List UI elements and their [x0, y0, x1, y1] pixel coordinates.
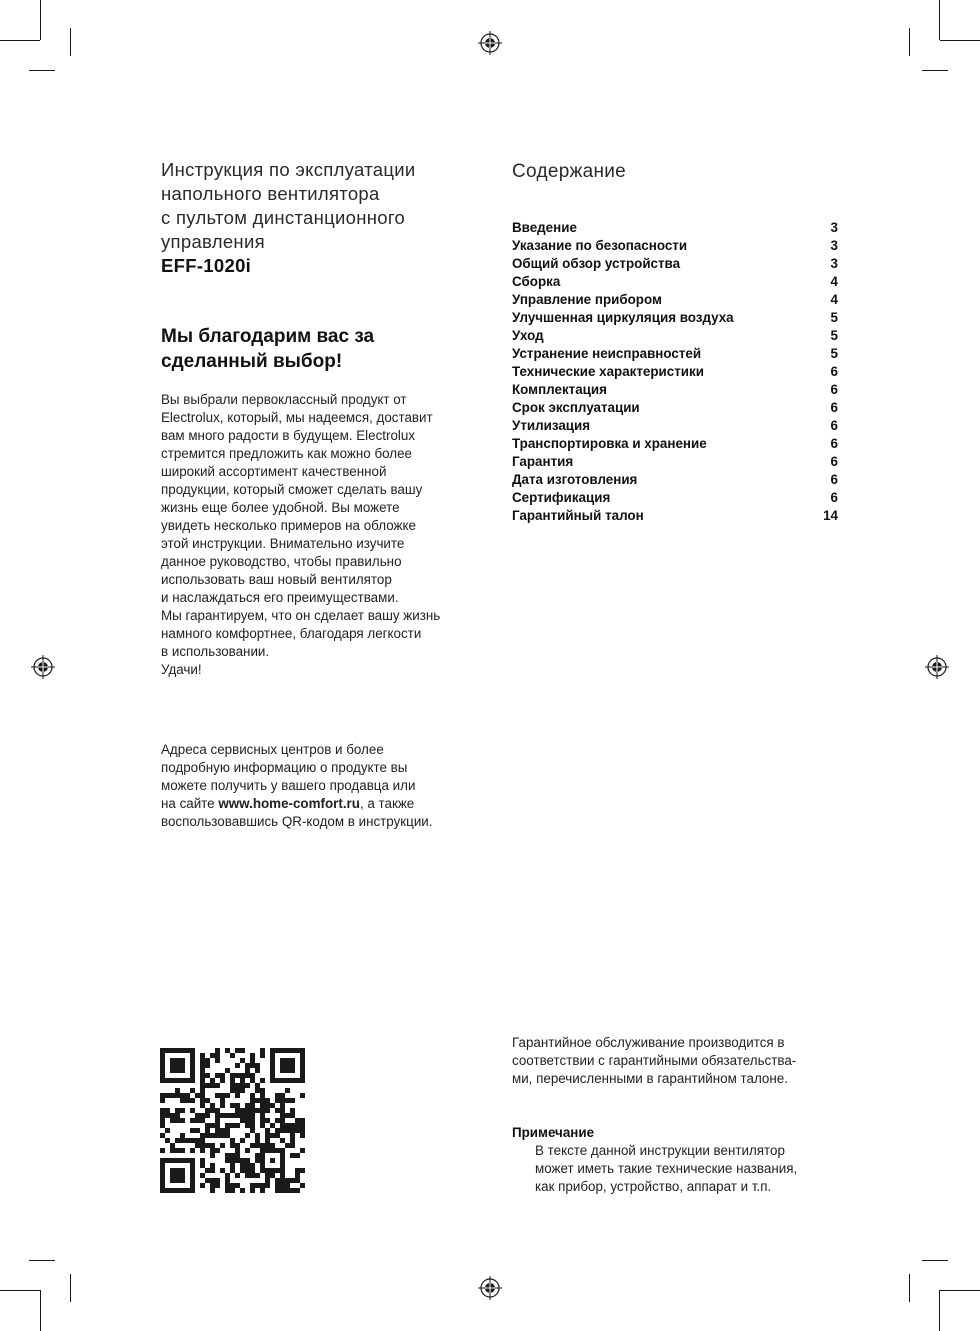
- note-heading: Примечание: [512, 1125, 595, 1140]
- warranty-line: ми, перечисленными в гарантийном талоне.: [512, 1071, 788, 1086]
- service-paragraph: [161, 741, 491, 831]
- toc-entry[interactable]: [512, 327, 838, 345]
- toc-entry[interactable]: [512, 381, 838, 399]
- title-line: управления: [161, 231, 265, 252]
- intro-line: широкий ассортимент качественной: [161, 464, 387, 479]
- warranty-line: соответствии с гарантийными обязательства-: [512, 1053, 797, 1068]
- toc-entry-page: 6: [830, 400, 838, 415]
- toc-entry-page: 6: [830, 382, 838, 397]
- warranty-line: Гарантийное обслуживание производится в: [512, 1035, 785, 1050]
- model-number: EFF-1020i: [161, 255, 252, 276]
- website-link[interactable]: www.home-comfort.ru: [218, 796, 360, 811]
- warranty-paragraph: [512, 1034, 842, 1088]
- toc-entry[interactable]: [512, 363, 838, 381]
- toc-entry-label: Устранение неисправностей: [512, 346, 702, 361]
- title-line: напольного вентилятора: [161, 183, 380, 204]
- service-line: воспользовавшись QR-кодом в инструкции.: [161, 814, 433, 829]
- title-line: с пультом динстанционного: [161, 207, 406, 228]
- toc-entry-page: 4: [830, 292, 838, 307]
- intro-line: стремится предложить как можно более: [161, 446, 412, 461]
- thanks-line: сделанный выбор!: [161, 351, 343, 372]
- intro-line: намного комфортнее, благодаря легкости: [161, 626, 422, 641]
- registration-mark-icon: [478, 1276, 502, 1300]
- service-line: [161, 795, 491, 813]
- toc-entry-label: Уход: [512, 328, 544, 343]
- toc-entry-page: 14: [823, 508, 838, 523]
- note-line: как прибор, устройство, аппарат и т.п.: [535, 1179, 772, 1194]
- crop-mark-edge-tl: [0, 40, 40, 41]
- toc-entry-page: 5: [830, 310, 838, 325]
- crop-mark-edge-br: [940, 1290, 980, 1291]
- crop-mark-edge-bl: [0, 1290, 40, 1291]
- crop-mark-bl-v: [70, 1274, 71, 1302]
- crop-mark-tl-h: [29, 70, 55, 71]
- crop-mark-tr-h: [922, 70, 948, 71]
- toc-entry-label: Дата изготовления: [512, 472, 638, 487]
- crop-mark-edge-bl-v: [40, 1290, 41, 1331]
- toc-entry-page: 5: [830, 328, 838, 343]
- toc-entry-label: Общий обзор устройства: [512, 256, 681, 271]
- toc-entry[interactable]: [512, 435, 838, 453]
- toc-entry-label: Технические характеристики: [512, 364, 704, 379]
- toc-entry[interactable]: [512, 417, 838, 435]
- intro-line: увидеть несколько примеров на обложке: [161, 518, 416, 533]
- crop-mark-edge-tr-v: [939, 0, 940, 40]
- intro-line: жизнь еще более удобной. Вы можете: [161, 500, 400, 515]
- service-prefix: на сайте: [161, 796, 219, 811]
- intro-line: Electrolux, который, мы надеемся, доставит: [161, 410, 433, 425]
- registration-mark-icon: [478, 31, 502, 55]
- document-title: [161, 158, 491, 278]
- toc-entry[interactable]: [512, 219, 838, 237]
- intro-line: Вы выбрали первоклассный продукт от: [161, 392, 407, 407]
- toc-entry-page: 4: [830, 274, 838, 289]
- crop-mark-br-h: [922, 1260, 948, 1261]
- toc-title: Содержание: [512, 161, 627, 182]
- service-suffix: , а также: [359, 796, 415, 811]
- crop-mark-tr-v: [909, 28, 910, 56]
- service-line: можете получить у вашего продавца или: [161, 778, 416, 793]
- thanks-line: Мы благодарим вас за: [161, 326, 375, 347]
- toc-entry-page: 6: [830, 436, 838, 451]
- intro-line: продукции, который сможет сделать вашу: [161, 482, 423, 497]
- registration-mark-icon: [31, 655, 55, 679]
- toc-entry-page: 6: [830, 454, 838, 469]
- toc-entry-label: Комплектация: [512, 382, 607, 397]
- toc-entry-page: 3: [830, 220, 838, 235]
- toc-entry-page: 6: [830, 418, 838, 433]
- toc-entry-page: 3: [830, 256, 838, 271]
- toc-entry-label: Введение: [512, 220, 577, 235]
- toc-entry[interactable]: [512, 345, 838, 363]
- toc-entry-label: Гарантия: [512, 454, 574, 469]
- toc-entry-label: Гарантийный талон: [512, 508, 644, 523]
- note-line: В тексте данной инструкции вентилятор: [535, 1143, 785, 1158]
- toc-entry-label: Транспортировка и хранение: [512, 436, 707, 451]
- service-line: Адреса сервисных центров и более: [161, 742, 384, 757]
- toc-entry-page: 6: [830, 490, 838, 505]
- toc-entry-page: 6: [830, 472, 838, 487]
- intro-paragraph: [161, 391, 491, 679]
- service-line: подробную информацию о продукте вы: [161, 760, 408, 775]
- intro-line: Удачи!: [161, 662, 202, 677]
- toc-entry[interactable]: [512, 273, 838, 291]
- toc-entry-label: Сборка: [512, 274, 561, 289]
- table-of-contents: [512, 219, 838, 525]
- toc-entry-label: Управление прибором: [512, 292, 662, 307]
- toc-entry[interactable]: [512, 489, 838, 507]
- qr-code-icon: [160, 1048, 305, 1193]
- title-line: Инструкция по эксплуатации: [161, 159, 416, 180]
- toc-entry[interactable]: [512, 309, 838, 327]
- toc-entry-page: 6: [830, 364, 838, 379]
- intro-line: Мы гарантируем, что он сделает вашу жизнь: [161, 608, 441, 623]
- toc-entry[interactable]: [512, 291, 838, 309]
- toc-entry-label: Утилизация: [512, 418, 591, 433]
- toc-entry-page: 5: [830, 346, 838, 361]
- toc-entry[interactable]: [512, 453, 838, 471]
- registration-mark-icon: [925, 655, 949, 679]
- crop-mark-br-v: [909, 1274, 910, 1302]
- intro-line: данное руководство, чтобы правильно: [161, 554, 402, 569]
- intro-line: использовать ваш новый вентилятор: [161, 572, 392, 587]
- toc-entry-page: 3: [830, 238, 838, 253]
- crop-mark-edge-br-v: [939, 1290, 940, 1331]
- crop-mark-bl-h: [29, 1260, 55, 1261]
- note-line: может иметь такие технические названия,: [535, 1161, 798, 1176]
- intro-line: и наслаждаться его преимуществами.: [161, 590, 399, 605]
- toc-entry[interactable]: [512, 507, 838, 525]
- crop-mark-tl-v: [70, 28, 71, 56]
- toc-entry-label: Срок эксплуатации: [512, 400, 640, 415]
- toc-entry-label: Сертификация: [512, 490, 611, 505]
- intro-line: в использовании.: [161, 644, 270, 659]
- toc-entry-label: Указание по безопасности: [512, 238, 688, 253]
- intro-line: вам много радости в будущем. Electrolux: [161, 428, 416, 443]
- toc-entry[interactable]: [512, 255, 838, 273]
- crop-mark-edge-tl-v: [40, 0, 41, 40]
- toc-entry[interactable]: [512, 471, 838, 489]
- toc-entry-label: Улучшенная циркуляция воздуха: [512, 310, 734, 325]
- toc-entry[interactable]: [512, 237, 838, 255]
- intro-line: этой инструкции. Внимательно изучите: [161, 536, 405, 551]
- toc-entry[interactable]: [512, 399, 838, 417]
- note-body: [535, 1142, 845, 1196]
- crop-mark-edge-tr: [940, 40, 980, 41]
- thanks-heading: [161, 324, 461, 374]
